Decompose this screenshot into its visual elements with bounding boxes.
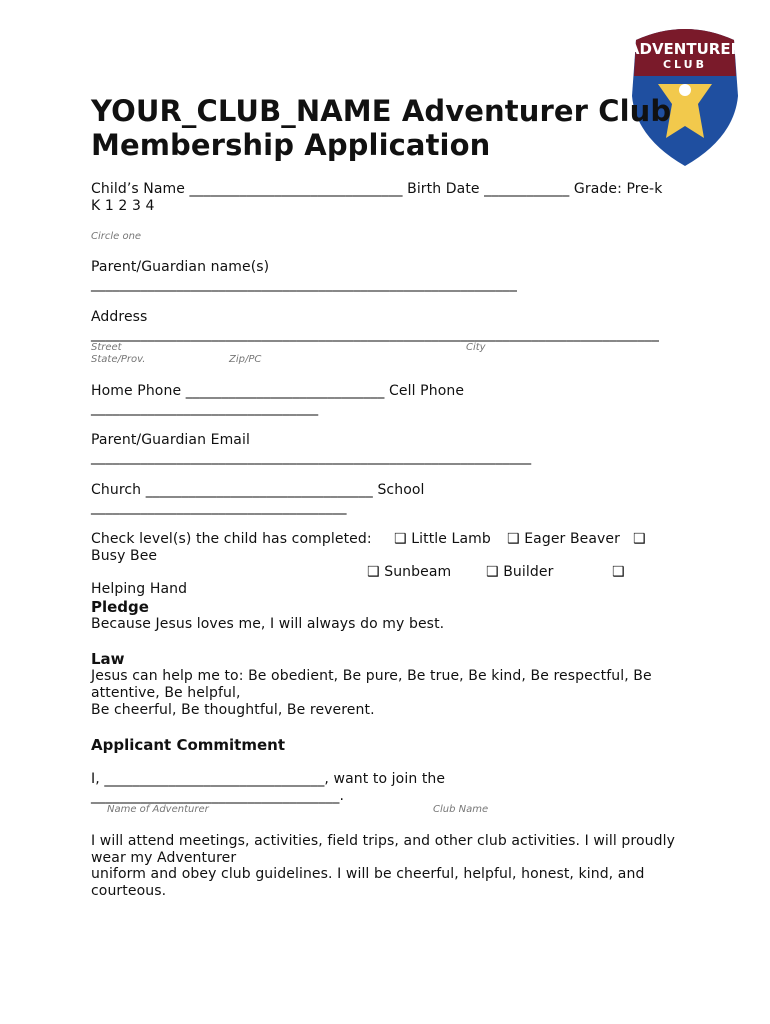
levels-prompt: Check level(s) the child has completed:	[91, 531, 372, 547]
level-busy-bee-label: Busy Bee	[91, 548, 158, 564]
law-line3: Be cheerful, Be thoughtful, Be reverent.	[91, 702, 375, 718]
law-line1: Jesus can help me to: Be obedient, Be pure, Be true, Be kind, Be respectful, Be	[91, 668, 652, 684]
commitment-para-line1: I will attend meetings, activities, field trips, and other club activities. I will proudly	[91, 833, 675, 849]
email-field[interactable]: ______________________________________________________________	[91, 449, 532, 465]
cell-phone-field[interactable]: ________________________________	[91, 400, 319, 416]
checkbox-icon[interactable]: ❑	[367, 564, 380, 580]
law-heading: Law	[91, 650, 125, 668]
checkbox-icon[interactable]: ❑	[633, 531, 646, 547]
checkbox-icon[interactable]: ❑	[486, 564, 499, 580]
checkbox-icon[interactable]: ❑	[507, 531, 520, 547]
law-line2: attentive, Be helpful,	[91, 685, 241, 701]
level-eager-beaver[interactable]: ❑ Eager Beaver	[507, 531, 621, 547]
child-name-line[interactable]: Child’s Name ______________________________ Birth Date ____________ Grade: Pre-k	[91, 181, 663, 197]
state-hint: State/Prov.	[91, 354, 146, 365]
commitment-para-line3: uniform and obey club guidelines. I will be cheerful, helpful, honest, kind, and	[91, 866, 645, 882]
commitment-para-line2: wear my Adventurer	[91, 850, 237, 866]
church-line[interactable]: Church ________________________________ School	[91, 482, 425, 498]
level-little-lamb[interactable]: ❑ Little Lamb	[394, 531, 491, 547]
zip-hint: Zip/PC	[229, 354, 262, 365]
city-hint: City	[466, 342, 486, 353]
checkbox-icon[interactable]: ❑	[394, 531, 407, 547]
level-helping-hand-label: Helping Hand	[91, 581, 188, 597]
club-name-hint: Club Name	[433, 804, 489, 815]
guardian-field[interactable]: ____________________________________________________________	[91, 276, 517, 292]
phone-line[interactable]: Home Phone ____________________________ Cell Phone	[91, 383, 465, 399]
logo-line1: ADVENTURER	[628, 40, 742, 58]
guardian-label: Parent/Guardian name(s)	[91, 259, 270, 275]
address-field[interactable]: ________________________________________________________________________________	[91, 326, 659, 342]
circle-one-hint: Circle one	[91, 231, 142, 242]
commitment-heading: Applicant Commitment	[91, 736, 285, 754]
level-sunbeam[interactable]: ❑ Sunbeam	[367, 564, 452, 580]
address-label: Address	[91, 309, 148, 325]
name-of-adventurer-hint: Name of Adventurer	[107, 804, 209, 815]
commitment-para-line4: courteous.	[91, 883, 167, 899]
level-builder[interactable]: ❑ Builder	[486, 564, 554, 580]
checkbox-icon[interactable]: ❑	[612, 564, 625, 580]
club-name-field[interactable]: ___________________________________.	[91, 788, 345, 804]
title-line2: Membership Application	[91, 128, 491, 162]
logo-line2: CLUB	[662, 58, 708, 71]
pledge-text: Because Jesus loves me, I will always do my best.	[91, 616, 445, 632]
grade-options[interactable]: K 1 2 3 4	[91, 198, 155, 214]
commitment-line1[interactable]: I, _______________________________, want to join the	[91, 771, 446, 787]
street-hint: Street	[91, 342, 122, 353]
email-label: Parent/Guardian Email	[91, 432, 250, 448]
pledge-heading: Pledge	[91, 598, 149, 616]
title-line1: YOUR_CLUB_NAME Adventurer Club	[91, 94, 672, 128]
school-field[interactable]: ____________________________________	[91, 499, 347, 515]
